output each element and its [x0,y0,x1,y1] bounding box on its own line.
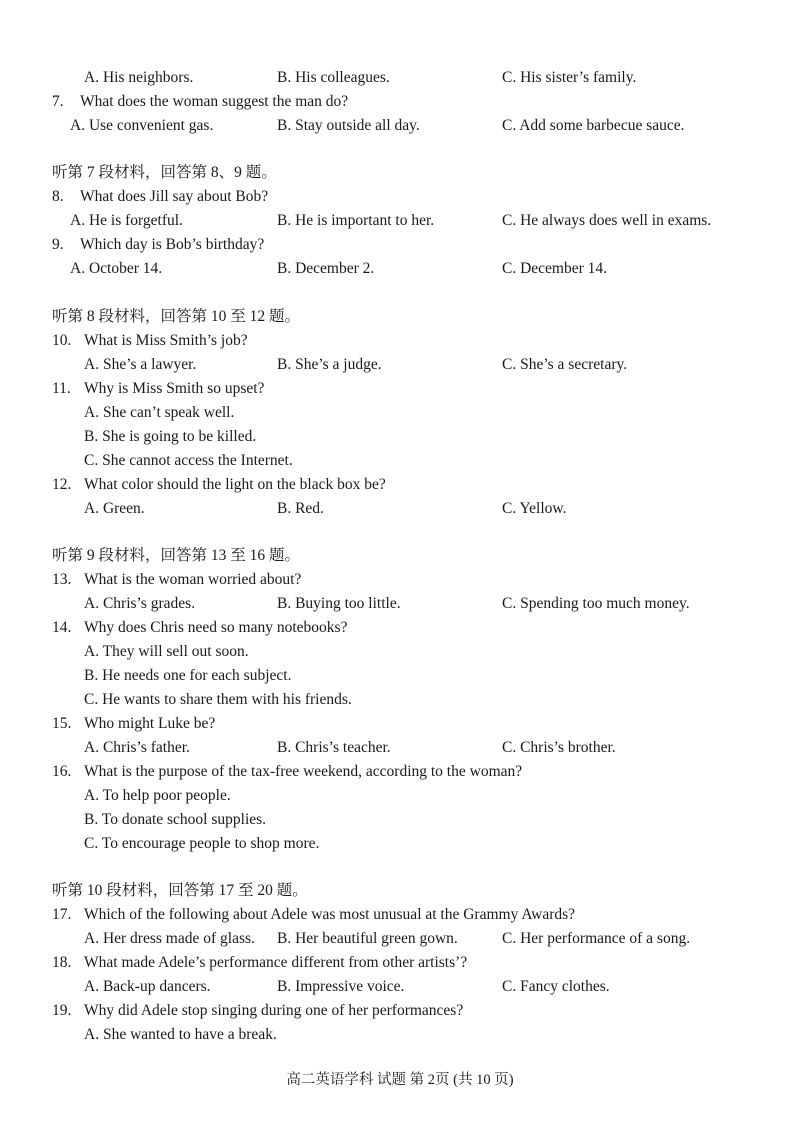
q11-number: 11. [52,380,71,397]
q8-option-a: A. He is forgetful. [70,212,183,229]
q7-options [0,114,800,138]
q15-question [0,712,800,736]
section-10-heading [0,879,800,903]
q19-question [0,999,800,1023]
q9-option-c: C. December 14. [502,260,608,277]
q10-options [0,353,800,377]
section-8-text: 听第 8 段材料，回答第 10 至 12 题。 [52,308,301,325]
q17-option-c: C. Her performance of a song. [502,930,691,947]
q17-option-b: B. Her beautiful green gown. [277,930,458,947]
q16-option-a: A. To help poor people. [84,787,231,804]
q11-stem: Why is Miss Smith so upset? [84,380,265,397]
q7-number: 7. [52,93,64,110]
q16-question [0,760,800,784]
q15-option-a: A. Chris’s father. [84,739,190,756]
q13-option-c: C. Spending too much money. [502,595,690,612]
q17-options [0,927,800,951]
q9-question [0,233,800,257]
q12-option-b: B. Red. [277,500,324,517]
q6-options [0,66,800,90]
page-footer: 高二英语学科 试题 第 2页 (共 10 页) [286,1072,514,1088]
q9-option-a: A. October 14. [70,260,163,277]
q11-option-c: C. She cannot access the Internet. [84,452,293,469]
q8-stem: What does Jill say about Bob? [80,188,269,205]
q8-question [0,185,800,209]
q19-number: 19. [52,1002,72,1019]
q14-question [0,616,800,640]
section-9-heading [0,544,800,568]
q16-option-c: C. To encourage people to shop more. [84,835,320,852]
q7-option-c: C. Add some barbecue sauce. [502,117,685,134]
q18-options [0,975,800,999]
q18-question [0,951,800,975]
q16-stem: What is the purpose of the tax-free weekend, according to the woman? [84,763,523,780]
q16-option-b: B. To donate school supplies. [84,811,267,828]
q12-stem: What color should the light on the black box be? [84,476,386,493]
q11-option-a: A. She can’t speak well. [84,404,235,421]
q14-option-a-row [0,640,800,664]
q10-option-c: C. She’s a secretary. [502,356,628,373]
q17-number: 17. [52,906,72,923]
q9-options [0,257,800,281]
q6-option-b: B. His colleagues. [277,69,390,86]
q7-option-b: B. Stay outside all day. [277,117,420,134]
q14-option-c: C. He wants to share them with his friends. [84,691,352,708]
q11-question [0,377,800,401]
q12-options [0,497,800,521]
q9-number: 9. [52,236,64,253]
section-7-heading [0,161,800,185]
q7-stem: What does the woman suggest the man do? [80,93,349,110]
q14-option-c-row [0,688,800,712]
q7-option-a: A. Use convenient gas. [70,117,214,134]
q16-option-b-row [0,808,800,832]
q11-option-c-row [0,449,800,473]
q13-option-b: B. Buying too little. [277,595,401,612]
q16-option-c-row [0,832,800,856]
q17-stem: Which of the following about Adele was most unusual at the Grammy Awards? [84,906,576,923]
q11-option-a-row [0,401,800,425]
q15-options [0,736,800,760]
section-7-text: 听第 7 段材料，回答第 8、9 题。 [52,164,277,181]
q11-option-b: B. She is going to be killed. [84,428,257,445]
q12-option-a: A. Green. [84,500,145,517]
q11-option-b-row [0,425,800,449]
q18-option-a: A. Back-up dancers. [84,978,211,995]
q7-question [0,90,800,114]
q19-option-a-row [0,1023,800,1047]
q16-option-a-row [0,784,800,808]
q13-number: 13. [52,571,72,588]
q15-option-b: B. Chris’s teacher. [277,739,391,756]
q15-option-c: C. Chris’s brother. [502,739,616,756]
q14-number: 14. [52,619,72,636]
q17-question [0,903,800,927]
q13-stem: What is the woman worried about? [84,571,302,588]
q18-option-b: B. Impressive voice. [277,978,405,995]
q15-stem: Who might Luke be? [84,715,216,732]
q6-option-c: C. His sister’s family. [502,69,637,86]
q10-stem: What is Miss Smith’s job? [84,332,248,349]
q10-option-b: B. She’s a judge. [277,356,382,373]
q17-option-a: A. Her dress made of glass. [84,930,255,947]
q12-number: 12. [52,476,72,493]
q12-option-c: C. Yellow. [502,500,567,517]
q8-number: 8. [52,188,64,205]
q9-stem: Which day is Bob’s birthday? [80,236,265,253]
q18-option-c: C. Fancy clothes. [502,978,610,995]
q9-option-b: B. December 2. [277,260,375,277]
q14-option-b: B. He needs one for each subject. [84,667,292,684]
q13-option-a: A. Chris’s grades. [84,595,196,612]
q14-stem: Why does Chris need so many notebooks? [84,619,348,636]
q14-option-b-row [0,664,800,688]
section-9-text: 听第 9 段材料，回答第 13 至 16 题。 [52,547,301,564]
q8-options [0,209,800,233]
section-8-heading [0,305,800,329]
q19-stem: Why did Adele stop singing during one of her performances? [84,1002,464,1019]
q16-number: 16. [52,763,72,780]
q13-options [0,592,800,616]
q12-question [0,473,800,497]
q8-option-b: B. He is important to her. [277,212,435,229]
q18-stem: What made Adele’s performance different from other artists’? [84,954,468,971]
q6-option-a: A. His neighbors. [84,69,194,86]
q10-question [0,329,800,353]
q13-question [0,568,800,592]
q10-option-a: A. She’s a lawyer. [84,356,197,373]
q18-number: 18. [52,954,72,971]
section-10-text: 听第 10 段材料，回答第 17 至 20 题。 [52,882,308,899]
q15-number: 15. [52,715,72,732]
q8-option-c: C. He always does well in exams. [502,212,712,229]
q10-number: 10. [52,332,72,349]
q14-option-a: A. They will sell out soon. [84,643,249,660]
q19-option-a: A. She wanted to have a break. [84,1026,277,1043]
